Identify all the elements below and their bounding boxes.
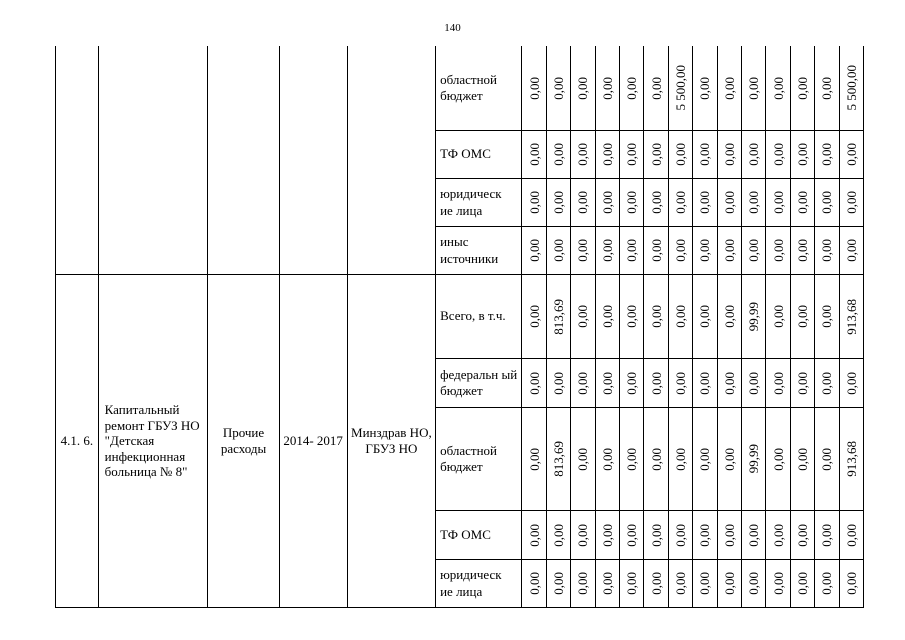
- value-cell: [620, 131, 644, 179]
- funding-source: юридическ ие лица: [436, 560, 522, 608]
- value-text: 0,00: [819, 572, 835, 595]
- value-cell: [571, 560, 595, 608]
- value-cell: [668, 560, 692, 608]
- value-cell: [546, 408, 570, 511]
- funding-source: иныс источники: [436, 227, 522, 275]
- value-cell: [693, 227, 717, 275]
- value-cell: [839, 46, 863, 131]
- value-cell: [546, 359, 570, 408]
- value-text: 0,00: [746, 572, 762, 595]
- value-text: 0,00: [624, 572, 640, 595]
- value-cell: [693, 131, 717, 179]
- value-text: 0,00: [794, 523, 810, 547]
- value-cell: [741, 359, 765, 408]
- continued-name-col: [98, 46, 208, 275]
- value-text: 0,00: [746, 76, 762, 100]
- value-text: 0,00: [721, 191, 737, 214]
- value-cell: [815, 275, 839, 359]
- value-text: 0,00: [843, 572, 859, 595]
- value-cell: [522, 275, 546, 359]
- value-text: 0,00: [794, 239, 810, 262]
- value-text: 0,00: [551, 371, 567, 395]
- value-cell: [717, 511, 741, 560]
- value-cell: [668, 179, 692, 227]
- value-text: 0,00: [624, 191, 640, 214]
- value-cell: [839, 275, 863, 359]
- value-text: 0,00: [794, 447, 810, 471]
- value-text: 5 500,00: [843, 65, 859, 111]
- upper-block: [56, 46, 864, 275]
- value-text: 0,00: [770, 143, 786, 166]
- value-cell: [620, 511, 644, 560]
- value-text: 813,69: [551, 441, 567, 477]
- value-text: 0,00: [794, 572, 810, 595]
- value-cell: [717, 560, 741, 608]
- value-cell: [571, 179, 595, 227]
- value-cell: [717, 408, 741, 511]
- value-cell: [571, 511, 595, 560]
- value-text: 0,00: [575, 143, 591, 166]
- value-cell: [546, 179, 570, 227]
- value-cell: [741, 275, 765, 359]
- table-row: [56, 46, 864, 131]
- value-text: 0,00: [599, 371, 615, 395]
- value-text: 0,00: [697, 371, 713, 395]
- value-cell: [546, 511, 570, 560]
- value-cell: [839, 359, 863, 408]
- value-text: 0,00: [843, 239, 859, 262]
- value-text: 0,00: [697, 305, 713, 328]
- value-cell: [815, 359, 839, 408]
- value-text: 0,00: [648, 191, 664, 214]
- value-cell: [717, 275, 741, 359]
- value-cell: [595, 275, 619, 359]
- value-cell: [571, 46, 595, 131]
- value-cell: [766, 408, 790, 511]
- value-cell: [522, 560, 546, 608]
- funding-source: юридическ ие лица: [436, 179, 522, 227]
- value-text: 0,00: [624, 76, 640, 100]
- value-cell: [571, 359, 595, 408]
- value-text: 0,00: [599, 447, 615, 471]
- value-text: 913,68: [843, 298, 859, 335]
- value-text: 0,00: [721, 305, 737, 328]
- item-number: 4.1. 6.: [56, 275, 99, 608]
- value-text: 0,00: [770, 371, 786, 395]
- value-text: 0,00: [551, 523, 567, 547]
- value-text: 0,00: [770, 191, 786, 214]
- value-text: 0,00: [648, 143, 664, 166]
- value-text: 0,00: [819, 143, 835, 166]
- value-text: 0,00: [819, 447, 835, 471]
- value-cell: [717, 227, 741, 275]
- value-text: 0,00: [599, 305, 615, 328]
- value-cell: [595, 408, 619, 511]
- value-text: 0,00: [575, 191, 591, 214]
- value-text: 0,00: [624, 305, 640, 328]
- item-expense-type: Прочие расходы: [208, 275, 279, 608]
- value-text: 0,00: [819, 523, 835, 547]
- value-text: 0,00: [721, 76, 737, 100]
- value-text: 0,00: [526, 239, 542, 262]
- value-cell: [644, 408, 668, 511]
- value-cell: [741, 227, 765, 275]
- value-cell: [546, 227, 570, 275]
- value-text: 0,00: [843, 143, 859, 166]
- value-text: 0,00: [697, 143, 713, 166]
- value-cell: [790, 227, 814, 275]
- value-cell: [815, 511, 839, 560]
- value-cell: [839, 179, 863, 227]
- value-cell: [644, 359, 668, 408]
- value-cell: [620, 560, 644, 608]
- value-text: 0,00: [599, 191, 615, 214]
- value-cell: [522, 46, 546, 131]
- value-text: 0,00: [575, 572, 591, 595]
- value-text: 0,00: [746, 239, 762, 262]
- value-cell: [522, 179, 546, 227]
- value-cell: [790, 179, 814, 227]
- continued-num-col: [56, 46, 99, 275]
- value-cell: [790, 359, 814, 408]
- value-cell: [741, 408, 765, 511]
- value-cell: [595, 179, 619, 227]
- page-number: 140: [444, 22, 461, 34]
- value-text: 0,00: [697, 191, 713, 214]
- value-cell: [741, 179, 765, 227]
- value-text: 0,00: [819, 239, 835, 262]
- value-text: 0,00: [673, 572, 688, 595]
- value-text: 0,00: [673, 239, 688, 262]
- item-executor: Минздрав НО, ГБУЗ НО: [347, 275, 435, 608]
- value-cell: [693, 511, 717, 560]
- value-cell: [595, 227, 619, 275]
- value-text: 0,00: [624, 447, 640, 471]
- value-text: 0,00: [551, 191, 567, 214]
- value-text: 0,00: [551, 76, 567, 100]
- value-cell: [766, 275, 790, 359]
- value-cell: [644, 227, 668, 275]
- value-text: 0,00: [794, 371, 810, 395]
- value-text: 0,00: [721, 572, 737, 595]
- value-cell: [766, 46, 790, 131]
- value-text: 0,00: [673, 143, 688, 166]
- value-cell: [668, 275, 692, 359]
- value-cell: [595, 46, 619, 131]
- value-text: 0,00: [575, 76, 591, 100]
- continued-type-col: [208, 46, 279, 275]
- funding-source: ТФ ОМС: [436, 131, 522, 179]
- value-text: 0,00: [575, 305, 591, 328]
- value-cell: [693, 408, 717, 511]
- value-cell: [693, 275, 717, 359]
- value-cell: [668, 359, 692, 408]
- value-text: 0,00: [770, 572, 786, 595]
- value-text: 0,00: [794, 76, 810, 100]
- value-cell: [595, 560, 619, 608]
- value-text: 0,00: [819, 191, 835, 214]
- value-text: 0,00: [648, 239, 664, 262]
- item-name: Капитальный ремонт ГБУЗ НО "Детская инфекционная больница № 8": [98, 275, 208, 608]
- value-text: 0,00: [746, 523, 762, 547]
- value-text: 0,00: [648, 447, 664, 471]
- value-text: 0,00: [673, 447, 688, 471]
- funding-source: областной бюджет: [436, 46, 522, 131]
- table-row: [56, 275, 864, 359]
- value-cell: [790, 408, 814, 511]
- value-text: 0,00: [697, 572, 713, 595]
- value-cell: [766, 227, 790, 275]
- value-cell: [571, 227, 595, 275]
- value-text: 0,00: [526, 523, 542, 547]
- value-cell: [766, 359, 790, 408]
- value-cell: [693, 46, 717, 131]
- value-cell: [620, 408, 644, 511]
- value-text: 0,00: [526, 447, 542, 471]
- value-text: 0,00: [697, 447, 713, 471]
- value-cell: [815, 131, 839, 179]
- value-text: 813,69: [551, 298, 567, 335]
- value-text: 5 500,00: [673, 65, 688, 111]
- value-cell: [546, 131, 570, 179]
- value-cell: [644, 179, 668, 227]
- value-cell: [644, 511, 668, 560]
- value-text: 0,00: [648, 76, 664, 100]
- value-text: 0,00: [526, 76, 542, 100]
- value-text: 0,00: [721, 143, 737, 166]
- value-text: 0,00: [526, 191, 542, 214]
- value-text: 0,00: [770, 523, 786, 547]
- value-cell: [522, 227, 546, 275]
- value-text: 0,00: [575, 371, 591, 395]
- value-cell: [815, 560, 839, 608]
- value-cell: [595, 131, 619, 179]
- value-text: 0,00: [599, 523, 615, 547]
- value-cell: [571, 408, 595, 511]
- value-text: 0,00: [770, 76, 786, 100]
- value-cell: [668, 511, 692, 560]
- value-cell: [839, 131, 863, 179]
- value-text: 0,00: [648, 305, 664, 328]
- value-text: 0,00: [843, 371, 859, 395]
- value-text: 0,00: [794, 143, 810, 166]
- value-cell: [595, 359, 619, 408]
- value-cell: [741, 46, 765, 131]
- value-cell: [717, 359, 741, 408]
- value-cell: [644, 560, 668, 608]
- value-text: 0,00: [721, 523, 737, 547]
- value-cell: [522, 511, 546, 560]
- value-text: 0,00: [575, 447, 591, 471]
- value-text: 0,00: [770, 305, 786, 328]
- value-cell: [766, 131, 790, 179]
- item-block: [56, 275, 864, 608]
- value-cell: [790, 511, 814, 560]
- value-cell: [546, 560, 570, 608]
- value-text: 0,00: [721, 447, 737, 471]
- value-cell: [620, 46, 644, 131]
- value-cell: [571, 275, 595, 359]
- value-text: 0,00: [843, 191, 859, 214]
- value-text: 0,00: [624, 143, 640, 166]
- value-cell: [766, 560, 790, 608]
- value-cell: [717, 46, 741, 131]
- value-cell: [717, 131, 741, 179]
- value-text: 0,00: [599, 76, 615, 100]
- continued-executor-col: [347, 46, 435, 275]
- value-cell: [522, 359, 546, 408]
- item-period: 2014- 2017: [279, 275, 347, 608]
- value-cell: [815, 227, 839, 275]
- value-text: 0,00: [599, 239, 615, 262]
- value-cell: [620, 227, 644, 275]
- value-text: 99,99: [746, 444, 762, 474]
- value-text: 0,00: [697, 76, 713, 100]
- value-text: 0,00: [673, 305, 688, 328]
- value-text: 0,00: [624, 239, 640, 262]
- value-cell: [815, 179, 839, 227]
- value-text: 0,00: [697, 239, 713, 262]
- value-text: 0,00: [721, 371, 737, 395]
- value-text: 0,00: [819, 371, 835, 395]
- value-text: 0,00: [819, 305, 835, 328]
- value-cell: [839, 511, 863, 560]
- value-text: 0,00: [526, 305, 542, 328]
- value-cell: [571, 131, 595, 179]
- value-cell: [741, 560, 765, 608]
- value-text: 0,00: [575, 239, 591, 262]
- value-cell: [693, 179, 717, 227]
- value-text: 0,00: [697, 523, 713, 547]
- value-text: 0,00: [794, 191, 810, 214]
- funding-source: Всего, в т.ч.: [436, 275, 522, 359]
- value-cell: [620, 359, 644, 408]
- value-text: 0,00: [819, 76, 835, 100]
- value-cell: [522, 408, 546, 511]
- value-cell: [741, 511, 765, 560]
- value-cell: [668, 227, 692, 275]
- value-text: 0,00: [673, 191, 688, 214]
- value-text: 0,00: [526, 371, 542, 395]
- value-cell: [668, 408, 692, 511]
- value-text: 0,00: [648, 523, 664, 547]
- value-cell: [815, 408, 839, 511]
- value-cell: [522, 131, 546, 179]
- value-cell: [546, 275, 570, 359]
- value-text: 0,00: [746, 143, 762, 166]
- value-text: 0,00: [551, 239, 567, 262]
- value-text: 0,00: [624, 371, 640, 395]
- value-text: 0,00: [673, 371, 688, 395]
- value-text: 0,00: [599, 143, 615, 166]
- value-cell: [741, 131, 765, 179]
- value-text: 0,00: [794, 305, 810, 328]
- value-cell: [693, 359, 717, 408]
- value-cell: [668, 131, 692, 179]
- value-cell: [815, 46, 839, 131]
- value-cell: [644, 275, 668, 359]
- funding-source: федеральн ый бюджет: [436, 359, 522, 408]
- value-cell: [620, 275, 644, 359]
- value-text: 0,00: [843, 523, 859, 547]
- value-cell: [766, 511, 790, 560]
- value-text: 0,00: [526, 572, 542, 595]
- value-cell: [668, 46, 692, 131]
- funding-source: ТФ ОМС: [436, 511, 522, 560]
- value-cell: [839, 227, 863, 275]
- value-cell: [839, 408, 863, 511]
- value-cell: [766, 179, 790, 227]
- value-text: 0,00: [551, 572, 567, 595]
- value-text: 0,00: [673, 523, 688, 547]
- value-cell: [790, 46, 814, 131]
- value-text: 0,00: [526, 143, 542, 166]
- value-cell: [790, 560, 814, 608]
- value-cell: [595, 511, 619, 560]
- value-text: 0,00: [770, 239, 786, 262]
- value-text: 0,00: [721, 239, 737, 262]
- value-cell: [620, 179, 644, 227]
- value-cell: [790, 131, 814, 179]
- value-cell: [644, 46, 668, 131]
- value-cell: [790, 275, 814, 359]
- value-text: 0,00: [648, 572, 664, 595]
- value-cell: [546, 46, 570, 131]
- value-cell: [839, 560, 863, 608]
- value-text: 913,68: [843, 441, 859, 477]
- value-text: 0,00: [575, 523, 591, 547]
- value-text: 0,00: [624, 523, 640, 547]
- continued-period-col: [279, 46, 347, 275]
- value-text: 0,00: [770, 447, 786, 471]
- value-text: 0,00: [746, 371, 762, 395]
- value-text: 0,00: [599, 572, 615, 595]
- budget-table: [55, 46, 864, 608]
- value-cell: [644, 131, 668, 179]
- value-cell: [693, 560, 717, 608]
- value-cell: [717, 179, 741, 227]
- value-text: 0,00: [648, 371, 664, 395]
- value-text: 0,00: [551, 143, 567, 166]
- value-text: 0,00: [746, 191, 762, 214]
- funding-source: областной бюджет: [436, 408, 522, 511]
- value-text: 99,99: [746, 301, 762, 332]
